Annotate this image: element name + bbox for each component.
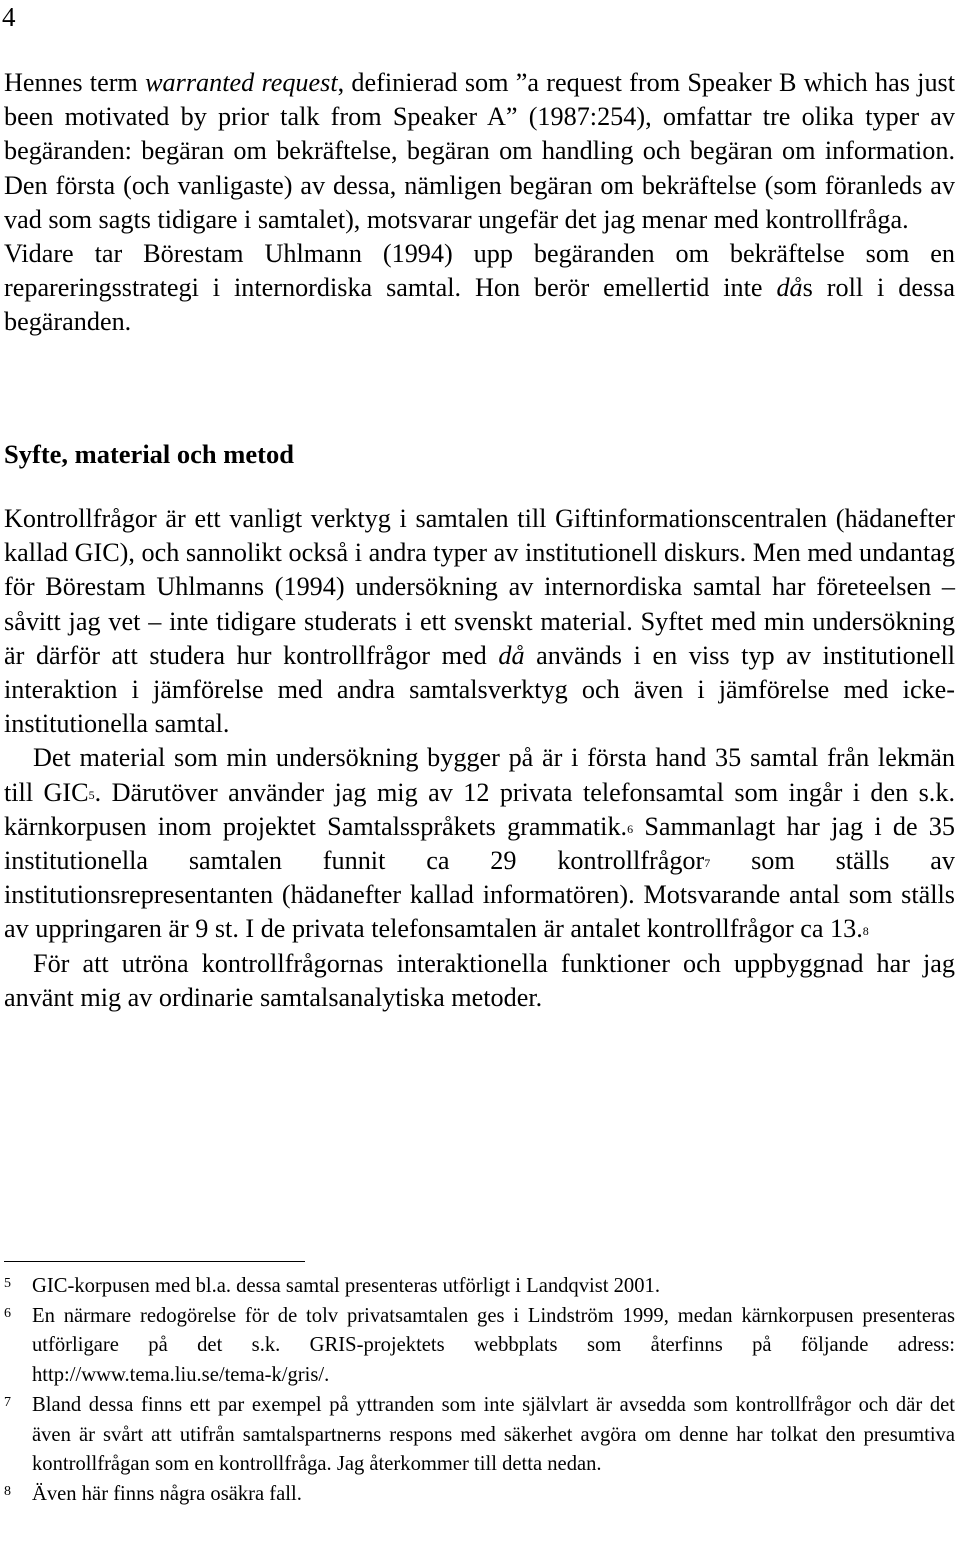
intro-paragraph-2: Vidare tar Börestam Uhlmann (1994) upp begäranden om bekräftelse som en repareringsstrategi i internordiska samtal. Hon berör emellertid inte dås roll i dessa begäranden.: [4, 239, 955, 337]
main-text: [4, 502, 955, 1015]
section-heading: Syfte, material och metod: [4, 439, 294, 469]
footnote-number: 8: [4, 1483, 11, 1499]
footnote-number: 5: [4, 1276, 11, 1291]
intro-text: [4, 66, 955, 340]
footnote-ref-8[interactable]: 8: [862, 924, 869, 939]
footnote-ref-6[interactable]: 6: [627, 821, 634, 836]
main-paragraph-3: För att utröna kontrollfrågornas interaktionella funktioner och uppbyggnad har jag använt mig av ordinarie samtalsanalytiska metoder.: [4, 948, 955, 1012]
footnote-number: 6: [4, 1305, 11, 1321]
intro-paragraph-1: Hennes term warranted request, definierad som ”a request from Speaker B which has just been motivated by prior talk from Speaker A” (1987:254), omfattar tre olika typer av begäranden: begäran om bekräftelse, begäran om handling och begäran om information. Den första (och vanligaste) av dessa, nämligen begäran om bekräftelse (som föranleds av vad som sagts tidigare i samtalet), motsvarar ungefär det jag menar med kontrollfråga.: [4, 68, 956, 234]
footnote-text: Bland dessa finns ett par exempel på yttranden som inte självlart är avsedda som kontrollfrågor och där det även är svårt att utifrån samtalspartnerns respons med säkerhet avgöra om denne har tolkat den presumtiva kontrollfrågan som en kontrollfråga. Jag återkommer till detta nedan.: [32, 1393, 955, 1476]
italic-word: då: [776, 273, 803, 303]
italic-term: warranted request: [145, 68, 338, 97]
main-paragraph-2: Det material som min undersökning bygger på är i första hand 35 samtal från lekmän till GIC$^5$. Därutöver använder jag mig av 12 privata telefonsamtal som ingår i den s.k. kärnkorpusen inom projektet Samtalsspråkets grammatik.$^6$ Sammanlagt har jag i de 35 institutionella samtalen funnit ca 29 kontrollfrågor$^7$ som ställs av institutionsrepresentanten (hädanefter kallad informatören). Motsvarande antal som ställs av uppringaren är 9 st. I de privata telefonsamtalen är antalet kontrollfrågor ca 13.$^8$: [4, 743, 955, 944]
footnote-number: 7: [4, 1394, 11, 1410]
footnote-6: [0, 1302, 955, 1391]
footnote-ref-7[interactable]: 7: [704, 856, 711, 871]
footnote-5: [0, 1272, 955, 1302]
footnote-text: GIC-korpusen med bl.a. dessa samtal presenteras utförligt i Landqvist 2001.: [32, 1275, 660, 1297]
footnote-ref-5[interactable]: 5: [88, 787, 95, 802]
footnote-7: [0, 1391, 955, 1480]
footnote-text: En närmare redogörelse för de tolv privatsamtalen ges i Lindström 1999, medan kärnkorpusen presenteras utförligare på det s.k. GRIS-projektets webbplats som återfinns på följande adress: http://www.tema.liu.se/tema-k/gris/.: [32, 1304, 955, 1387]
footnote-8: [0, 1480, 955, 1510]
footnotes: [0, 1272, 960, 1510]
footnote-separator: [4, 1261, 305, 1262]
main-paragraph-1: Kontrollfrågor är ett vanligt verktyg i samtalen till Giftinformationscentralen (hädanefter kallad GIC), och sannolikt också i andra typer av institutionell diskurs. Men med undantag för Börestam Uhlmanns (1994) undersökning av internordiska samtal har företeelsen – såvitt jag vet – inte tidigare studerats i ett svenskt material. Syftet med min undersökning är därför att studera hur kontrollfrågor med då används i en viss typ av institutionell interaktion i jämförelse med andra samtalsverktyg och även i jämförelse med icke-institutionella samtal.: [4, 504, 955, 739]
italic-word: då: [498, 640, 525, 670]
footnote-text: Även här finns några osäkra fall.: [32, 1482, 302, 1505]
page-number: 4: [2, 2, 16, 32]
